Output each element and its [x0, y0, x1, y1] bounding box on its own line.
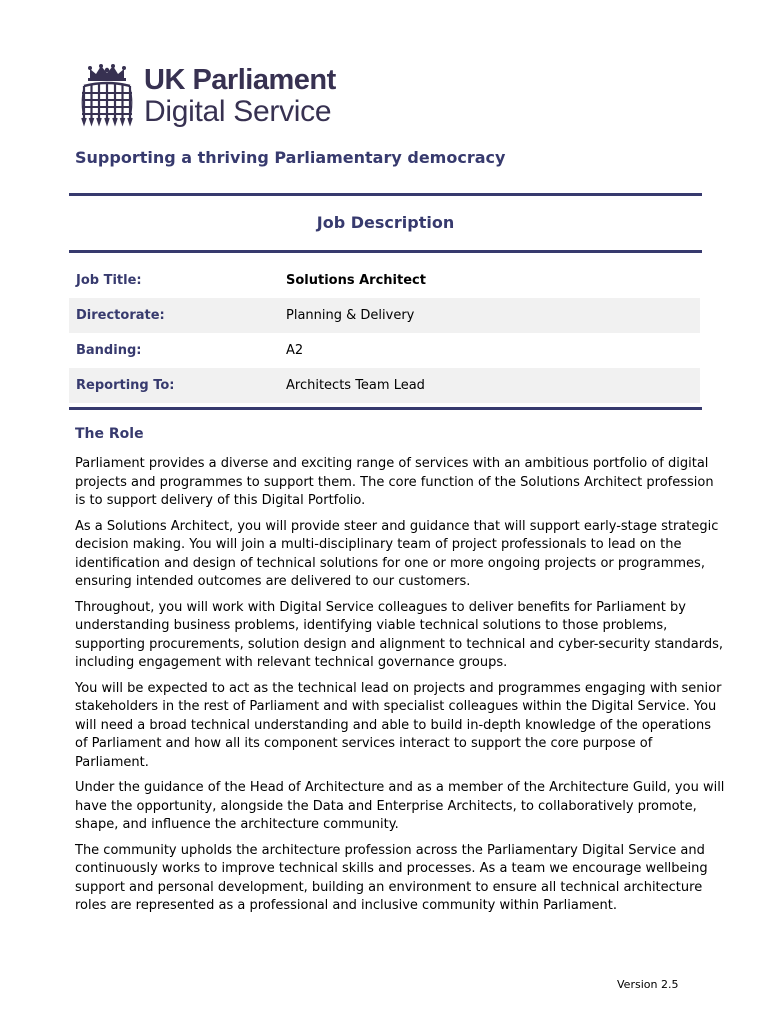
detail-label: Banding: [76, 343, 142, 358]
detail-label: Reporting To: [76, 378, 175, 393]
detail-row-directorate [69, 298, 700, 333]
table-divider [69, 407, 702, 410]
brand-subtitle: Digital Service [144, 95, 332, 128]
detail-value: A2 [286, 343, 304, 358]
detail-label: Directorate: [76, 308, 165, 323]
top-divider [69, 193, 702, 196]
detail-value: Architects Team Lead [286, 378, 425, 393]
title-divider [69, 250, 702, 253]
role-paragraph: As a Solutions Architect, you will provide steer and guidance that will support early-stage strategic decision making. You will join a multi-disciplinary team of project professionals to lead on the identification and design of technical solutions for one or more ongoing projects or programmes, ensuring intended outcomes are delivered to our customers. [75, 518, 719, 589]
version-label: Version 2.5 [617, 978, 679, 991]
detail-row-banding [69, 333, 700, 368]
document-title: Job Description [316, 213, 455, 232]
brand-name: UK Parliament [144, 64, 336, 96]
role-paragraph: Under the guidance of the Head of Architecture and as a member of the Architecture Guild, you will have the opportunity, alongside the Data and Enterprise Architects, to collaboratively promote, shape, and influence the architecture community. [75, 780, 725, 832]
role-heading: The Role [75, 426, 144, 442]
role-paragraph: Throughout, you will work with Digital Service colleagues to deliver benefits for Parliament by understanding business problems, identifying viable technical solutions to those problems, supporting procurements, solution design and alignment to technical and cyber-security standards, including engagement with relevant technical governance groups. [75, 599, 724, 670]
detail-row-reporting-to [69, 368, 700, 403]
portcullis-icon [80, 64, 134, 128]
role-paragraph: The community upholds the architecture profession across the Parliamentary Digital Service and continuously works to improve technical skills and processes. As a team we encourage wellbeing support and personal development, building an environment to ensure all technical architecture roles are represented as a professional and inclusive community within Parliament. [75, 842, 708, 913]
role-paragraph: Parliament provides a diverse and exciting range of services with an ambitious portfolio of digital projects and programmes to support them. The core function of the Solutions Architect profession is to support delivery of this Digital Portfolio. [75, 456, 714, 508]
role-paragraph: You will be expected to act as the technical lead on projects and programmes engaging with senior stakeholders in the rest of Parliament and with specialist colleagues within the Digital Service. You will need a broad technical understanding and able to build in-depth knowledge of the operations of Parliament and how all its component services interact to support the core purpose of Parliament. [75, 680, 722, 770]
uk-parliament-logo [80, 64, 336, 128]
role-description [75, 455, 727, 923]
detail-label: Job Title: [76, 273, 142, 288]
detail-value: Planning & Delivery [286, 308, 415, 323]
detail-value: Solutions Architect [286, 273, 426, 288]
job-details-table [69, 263, 700, 403]
tagline: Supporting a thriving Parliamentary democracy [75, 148, 506, 167]
detail-row-job-title [69, 263, 700, 298]
